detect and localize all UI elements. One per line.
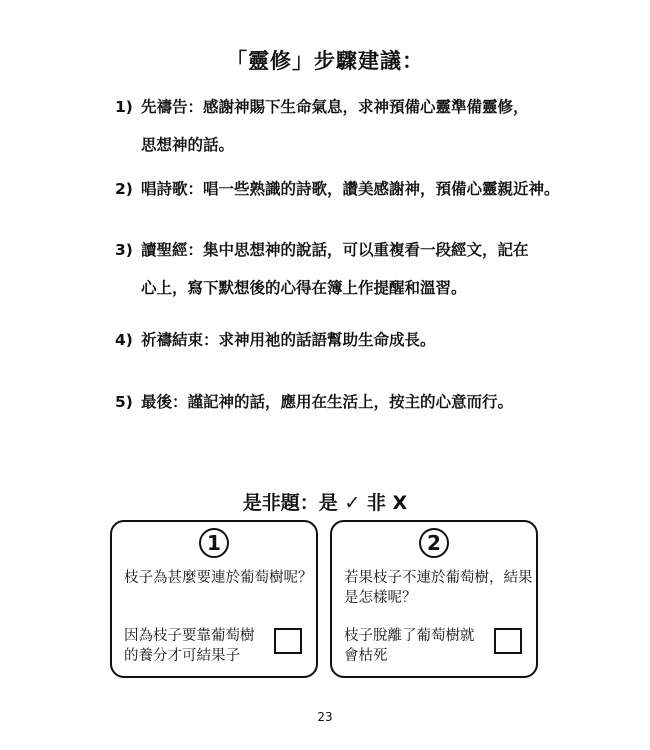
question-card (110, 520, 318, 678)
answer-checkbox[interactable] (274, 628, 302, 654)
step-number: 5) (115, 393, 133, 411)
step-item (115, 383, 595, 421)
step-item (115, 170, 595, 208)
step-text: 讀聖經：集中思想神的說話，可以重複看一段經文，記在 (141, 241, 529, 259)
step-text: 最後：謹記神的話，應用在生活上，按主的心意而行。 (141, 393, 514, 411)
step-number: 4) (115, 331, 133, 349)
step-text-continued: 心上，寫下默想後的心得在簿上作提醒和溫習。 (141, 279, 467, 297)
question-text: 枝子為甚麼要連於葡萄樹呢？ (124, 570, 313, 586)
question-text: 若果枝子不連於葡萄樹，結果是怎樣呢？ (344, 570, 533, 606)
step-item (115, 231, 595, 307)
page-title: 「靈修」步驟建議： (226, 49, 424, 73)
step-text: 祈禱結束：求神用祂的話語幫助生命成長。 (141, 331, 436, 349)
step-number: 1) (115, 98, 133, 116)
step-number: 3) (115, 241, 133, 259)
step-text: 唱詩歌：唱一些熟識的詩歌，讚美感謝神，預備心靈親近神。 (141, 180, 560, 198)
step-item (115, 88, 595, 164)
step-item (115, 321, 595, 359)
question-number-badge: 2 (419, 528, 449, 558)
answer-statement: 因為枝子要靠葡萄樹的養分才可結果子 (124, 628, 255, 664)
answer-checkbox[interactable] (494, 628, 522, 654)
step-number: 2) (115, 180, 133, 198)
answer-statement: 枝子脫離了葡萄樹就會枯死 (344, 628, 475, 664)
page-number: 23 (317, 710, 333, 724)
question-card (330, 520, 538, 678)
step-text: 先禱告：感謝神賜下生命氣息，求神預備心靈準備靈修， (141, 98, 529, 116)
step-text-continued: 思想神的話。 (141, 136, 235, 154)
question-number-badge: 1 (199, 528, 229, 558)
true-false-title: 是非題：是 ✓ 非 X (242, 492, 408, 514)
